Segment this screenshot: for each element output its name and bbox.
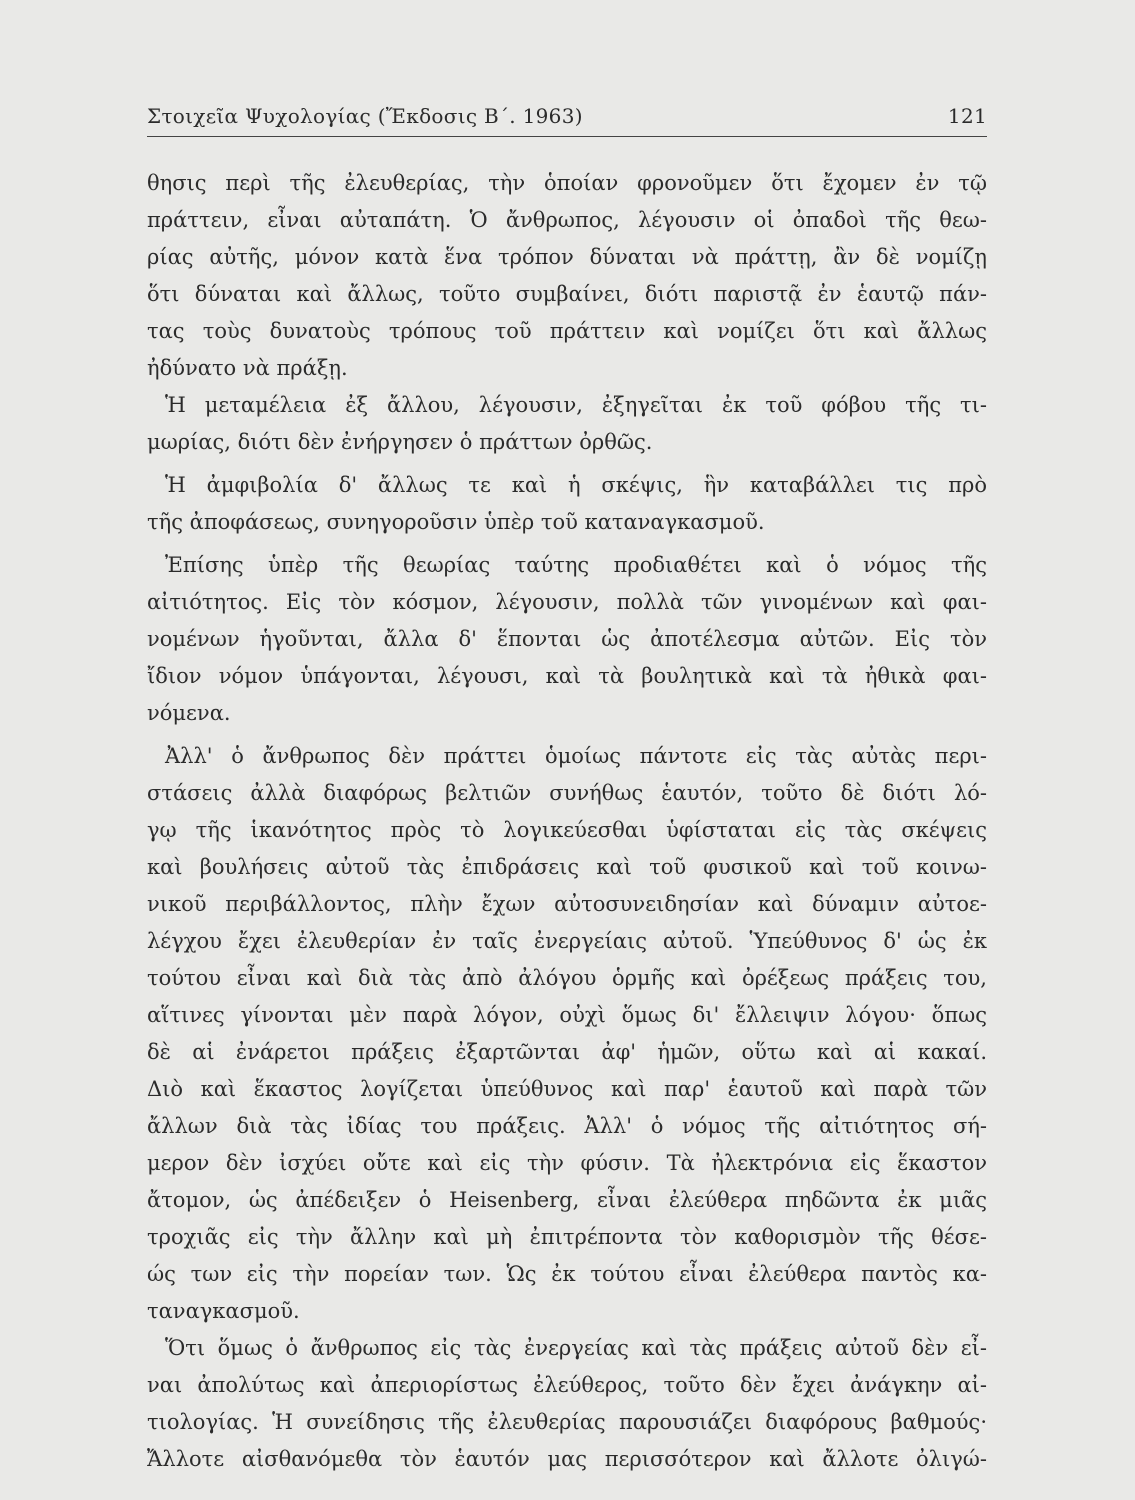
- text-line: ἠδύνατο νὰ πράξῃ.: [147, 356, 348, 380]
- text-line: ἄτομον, ὡς ἀπέδειξεν ὁ Heisenberg, εἶναι ἐλεύθερα πηδῶντα ἐκ μιᾶς: [147, 1188, 987, 1212]
- text-line: τῆς ἀποφάσεως, συνηγοροῦσιν ὑπὲρ τοῦ καταναγκασμοῦ.: [147, 510, 765, 534]
- text-line: δὲ αἱ ἐνάρετοι πράξεις ἐξαρτῶνται ἀφ' ἡμῶν, οὕτω καὶ αἱ κακαί.: [147, 1040, 987, 1064]
- text-line: τροχιᾶς εἰς τὴν ἄλλην καὶ μὴ ἐπιτρέποντα τὸν καθορισμὸν τῆς θέσε-: [147, 1225, 987, 1249]
- text-line: νόμενα.: [147, 701, 231, 725]
- text-line: νικοῦ περιβάλλοντος, πλὴν ἔχων αὐτοσυνειδησίαν καὶ δύναμιν αὐτοε-: [147, 892, 987, 916]
- text-line: αἰτιότητος. Εἰς τὸν κόσμον, λέγουσιν, πολλὰ τῶν γινομένων καὶ φαι-: [147, 590, 987, 614]
- text-line: Ἐπίσης ὑπὲρ τῆς θεωρίας ταύτης προδιαθέτει καὶ ὁ νόμος τῆς: [165, 553, 987, 577]
- text-line: Ὅτι ὅμως ὁ ἄνθρωπος εἰς τὰς ἐνεργείας καὶ τὰς πράξεις αὐτοῦ δὲν εἶ-: [165, 1336, 987, 1360]
- page-number: 121: [947, 104, 987, 128]
- text-line: πράττειν, εἶναι αὐταπάτη. Ὁ ἄνθρωπος, λέγουσιν οἱ ὀπαδοὶ τῆς θεω-: [147, 208, 987, 232]
- text-line: νομένων ἡγοῦνται, ἄλλα δ' ἕπονται ὡς ἀποτέλεσμα αὐτῶν. Εἰς τὸν: [147, 627, 987, 651]
- text-line: ὅτι δύναται καὶ ἄλλως, τοῦτο συμβαίνει, διότι παριστᾷ ἐν ἑαυτῷ πάν-: [147, 282, 987, 306]
- text-line: τιολογίας. Ἡ συνείδησις τῆς ἐλευθερίας παρουσιάζει διαφόρους βαθμούς·: [147, 1410, 987, 1434]
- header-title: Στοιχεῖα Ψυχολογίας (Ἔκδοσις Β΄. 1963): [147, 104, 583, 128]
- text-line: λέγχου ἔχει ἐλευθερίαν ἐν ταῖς ἐνεργείαις αὐτοῦ. Ὑπεύθυνος δ' ὡς ἐκ: [147, 929, 987, 953]
- text-line: ταναγκασμοῦ.: [147, 1299, 300, 1323]
- text-line: γῳ τῆς ἱκανότητος πρὸς τὸ λογικεύεσθαι ὑφίσταται εἰς τὰς σκέψεις: [147, 818, 987, 842]
- text-line: Ἀλλ' ὁ ἄνθρωπος δὲν πράττει ὁμοίως πάντοτε εἰς τὰς αὐτὰς περι-: [165, 744, 987, 768]
- text-line: θησις περὶ τῆς ἐλευθερίας, τὴν ὁποίαν φρονοῦμεν ὅτι ἔχομεν ἐν τῷ: [147, 171, 987, 195]
- text-line: τας τοὺς δυνατοὺς τρόπους τοῦ πράττειν καὶ νομίζει ὅτι καὶ ἄλλως: [147, 319, 987, 343]
- text-line: ρίας αὐτῆς, μόνον κατὰ ἕνα τρόπον δύναται νὰ πράττῃ, ἂν δὲ νομίζῃ: [147, 245, 987, 269]
- text-line: Ἡ μεταμέλεια ἐξ ἄλλου, λέγουσιν, ἐξηγεῖται ἐκ τοῦ φόβου τῆς τι-: [165, 393, 987, 417]
- text-line: μωρίας, διότι δὲν ἐνήργησεν ὁ πράττων ὀρθῶς.: [147, 430, 653, 454]
- text-line: στάσεις ἀλλὰ διαφόρως βελτιῶν συνήθως ἑαυτόν, τοῦτο δὲ διότι λό-: [147, 781, 987, 805]
- text-line: τούτου εἶναι καὶ διὰ τὰς ἀπὸ ἀλόγου ὁρμῆς καὶ ὀρέξεως πράξεις του,: [147, 966, 987, 990]
- text-line: Ἡ ἀμφιβολία δ' ἄλλως τε καὶ ἡ σκέψις, ἣν καταβάλλει τις πρὸ: [165, 473, 987, 497]
- text-line: Ἄλλοτε αἰσθανόμεθα τὸν ἑαυτόν μας περισσότερον καὶ ἄλλοτε ὀλιγώ-: [147, 1447, 987, 1471]
- text-line: μερον δὲν ἰσχύει οὔτε καὶ εἰς τὴν φύσιν. Τὰ ἠλεκτρόνια εἰς ἕκαστον: [147, 1151, 987, 1175]
- text-line: ἴδιον νόμον ὑπάγονται, λέγουσι, καὶ τὰ βουλητικὰ καὶ τὰ ἠθικὰ φαι-: [147, 664, 987, 688]
- text-line: αἵτινες γίνονται μὲν παρὰ λόγον, οὐχὶ ὅμως δι' ἔλλειψιν λόγου· ὅπως: [147, 1003, 987, 1027]
- text-line: καὶ βουλήσεις αὐτοῦ τὰς ἐπιδράσεις καὶ τοῦ φυσικοῦ καὶ τοῦ κοινω-: [147, 855, 987, 879]
- text-line: ώς των εἰς τὴν πορείαν των. Ὡς ἐκ τούτου εἶναι ἐλεύθερα παντὸς κα-: [147, 1262, 987, 1286]
- text-line: ναι ἀπολύτως καὶ ἀπεριορίστως ἐλεύθερος, τοῦτο δὲν ἔχει ἀνάγκην αἰ-: [147, 1373, 987, 1397]
- running-header: [147, 102, 987, 137]
- text-line: Διὸ καὶ ἕκαστος λογίζεται ὑπεύθυνος καὶ παρ' ἑαυτοῦ καὶ παρὰ τῶν: [147, 1077, 987, 1101]
- text-line: ἄλλων διὰ τὰς ἰδίας του πράξεις. Ἀλλ' ὁ νόμος τῆς αἰτιότητος σή-: [147, 1114, 987, 1138]
